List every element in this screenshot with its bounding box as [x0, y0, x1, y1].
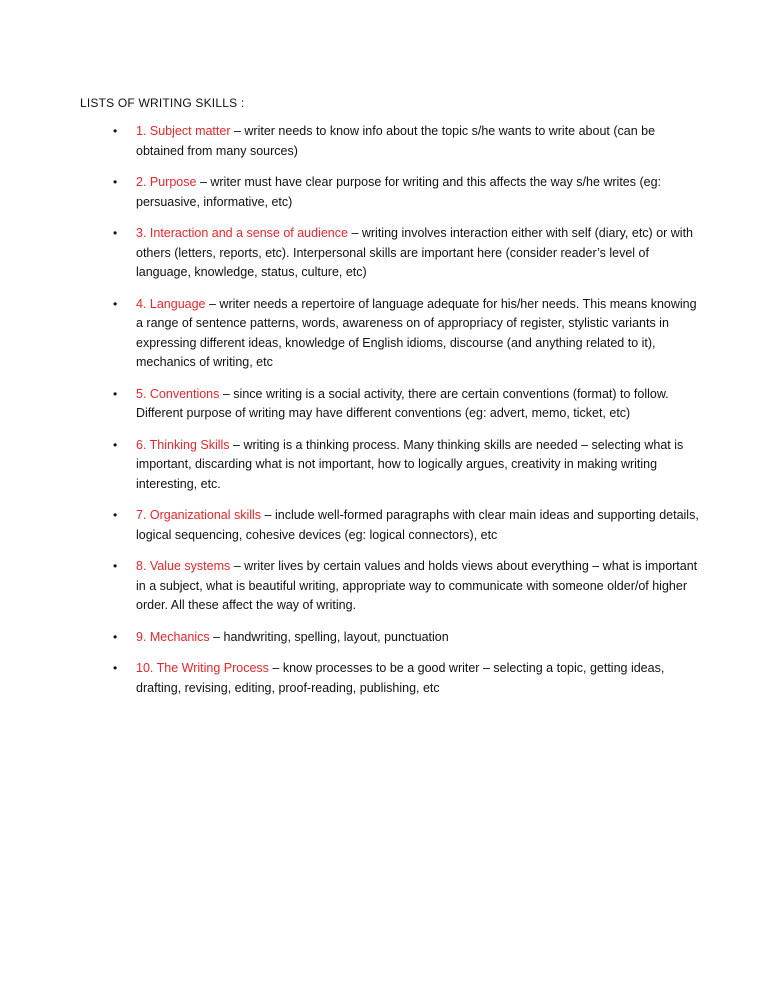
- document-title: LISTS OF WRITING SKILLS :: [80, 96, 245, 110]
- skill-description: – include well-formed paragraphs with clear main ideas and supporting details, logical sequencing, cohesive devices (eg: logical connectors), etc: [136, 508, 699, 542]
- bullet-icon: •: [113, 661, 118, 675]
- skill-description: – writing involves interaction either with self (diary, etc) or with others (letters, reports, etc). Interpersonal skills are important here (consider reader’s level of language, knowledge, status, culture, etc): [136, 226, 694, 279]
- skill-heading: 7. Organizational skills: [136, 508, 262, 522]
- list-item: [0, 295, 768, 373]
- bullet-icon: •: [113, 386, 118, 401]
- bullet-icon: •: [113, 226, 118, 240]
- list-item: [0, 224, 768, 283]
- list-item: [0, 385, 768, 424]
- skill-description: – know processes to be a good writer – selecting a topic, getting ideas, drafting, revising, editing, proof-reading, publishing, etc: [136, 661, 665, 695]
- list-item: [0, 659, 768, 698]
- list-item: [0, 628, 768, 648]
- writing-skills-list: [0, 122, 768, 710]
- skill-description: – writer lives by certain values and holds views about everything – what is important in a subject, what is beautiful writing, appropriate way to communicate with someone older/of higher order. All these affect the way of writing.: [136, 559, 698, 612]
- skill-heading: 10. The Writing Process: [136, 661, 269, 675]
- skill-description: – writer needs to know info about the topic s/he wants to write about (can be obtained from many sources): [136, 124, 656, 158]
- skill-heading: 4. Language: [136, 296, 206, 311]
- list-item: [0, 122, 768, 161]
- bullet-icon: •: [113, 629, 118, 644]
- skill-description: – writing is a thinking process. Many thinking skills are needed – selecting what is important, discarding what is not important, how to logically argues, creativity in making writing interesting, etc.: [136, 437, 684, 491]
- skill-heading: 9. Mechanics: [136, 629, 210, 644]
- skill-heading: 2. Purpose: [136, 175, 197, 189]
- skill-description: – handwriting, spelling, layout, punctuation: [209, 629, 449, 644]
- skill-heading: 5. Conventions: [136, 386, 220, 401]
- bullet-icon: •: [113, 437, 118, 452]
- skill-heading: 6. Thinking Skills: [136, 437, 230, 452]
- skill-description: – writer must have clear purpose for writing and this affects the way s/he writes (eg: persuasive, informative, etc): [136, 175, 662, 209]
- bullet-icon: •: [113, 175, 118, 189]
- bullet-icon: •: [113, 508, 118, 522]
- skill-heading: 8. Value systems: [136, 559, 231, 573]
- skill-description: – since writing is a social activity, there are certain conventions (format) to follow. Different purpose of writing may have different conventions (eg: advert, memo, ticket, etc): [136, 386, 669, 420]
- list-item: [0, 506, 768, 545]
- list-item: [0, 173, 768, 212]
- bullet-icon: •: [113, 559, 118, 573]
- list-item: [0, 557, 768, 616]
- list-item: [0, 436, 768, 495]
- bullet-icon: •: [113, 124, 118, 138]
- skill-description: – writer needs a repertoire of language adequate for his/her needs. This means knowing a range of sentence patterns, words, awareness on of appropriacy of register, stylistic variants in expressing different ideas, knowledge of English idioms, discourse (and anything related to it), mechanics of writing, etc: [136, 296, 697, 369]
- skill-heading: 1. Subject matter: [136, 124, 231, 138]
- bullet-icon: •: [113, 296, 118, 311]
- skill-heading: 3. Interaction and a sense of audience: [136, 226, 348, 240]
